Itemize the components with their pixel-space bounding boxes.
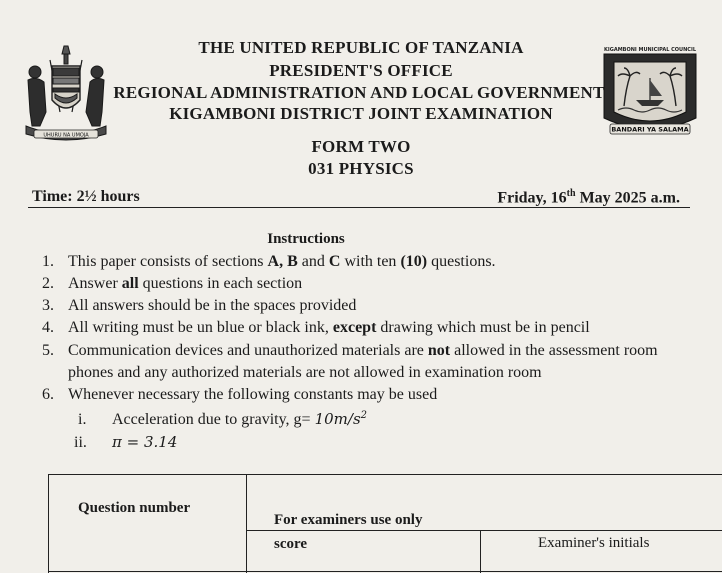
time-date-row [32,188,680,207]
instruction-item-6: 6. Whenever necessary the following constants may be used [42,386,438,403]
score-header: score [274,536,308,552]
exam-title: KIGAMBONI DISTRICT JOINT EXAMINATION [169,104,553,123]
header-divider [28,207,690,208]
emblem-motto-text: BANDARI YA SALAMA [611,125,689,134]
exam-date: Friday, 16th May 2025 a.m. [497,188,680,207]
examiners-use-header: For examiners use only [274,512,423,528]
emblem-top-text: KIGAMBONI MUNICIPAL COUNCIL [603,47,697,53]
question-number-header: Question number [78,500,191,516]
instruction-item-1: 1. This paper consists of sections A, B and C with ten (10) questions. [42,253,496,270]
instruction-item-5-continued: phones and any authorized materials are not allowed in examination room [68,364,542,381]
instruction-item-5: 5. Communication devices and unauthorized materials are not allowed in the assessment room [42,342,658,359]
exam-duration: Time: 2½ hours [32,188,140,205]
form-level: FORM TWO [311,137,411,156]
instruction-item-3: 3. All answers should be in the spaces provided [42,297,357,314]
country-title: THE UNITED REPUBLIC OF TANZANIA [198,38,524,57]
examiner-initials-header: Examiner's initials [538,535,650,551]
instruction-item-2: 2. Answer all questions in each section [42,275,303,292]
svg-text:UHURU NA UMOJA: UHURU NA UMOJA [43,132,89,139]
department-title: REGIONAL ADMINISTRATION AND LOCAL GOVERNMENT [113,83,605,102]
instruction-item-4: 4. All writing must be un blue or black ink, except drawing which must be in pencil [42,319,590,336]
constant-gravity: i. Acceleration due to gravity, $g= 10m/s^2$ [78,410,368,428]
subject-title: 031 PHYSICS [308,159,414,178]
office-title: PRESIDENT'S OFFICE [269,61,453,80]
instructions-heading: Instructions [267,231,345,247]
constant-pi: ii. π = 3.14 [74,433,178,451]
